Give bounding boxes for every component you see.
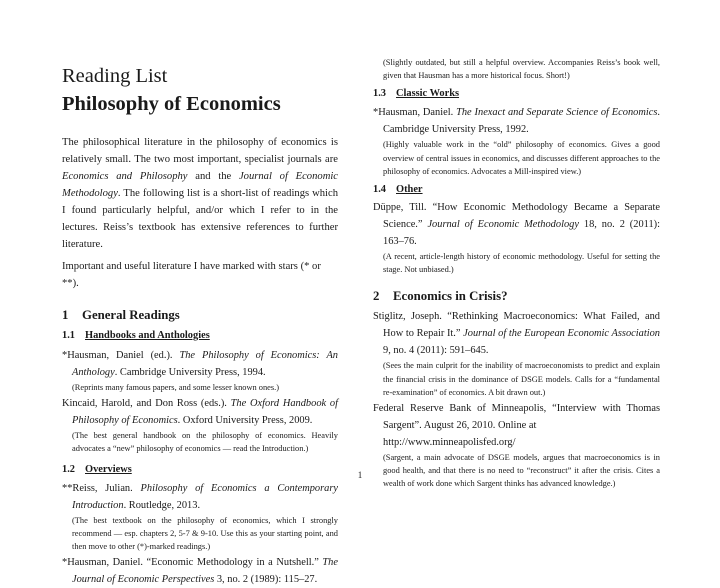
document-title: Reading List bbox=[62, 65, 168, 87]
bib-entry: *Hausman, Daniel (ed.). The Philosophy of Economics: An Anthology. Cambridge University Press, 1994. bbox=[62, 350, 339, 378]
journal-name: Economics and Philosophy bbox=[62, 171, 188, 182]
subsection-heading: 1.1 Handbooks and Anthologies bbox=[62, 330, 210, 341]
document-subtitle: Philosophy of Economics bbox=[62, 93, 281, 115]
page-number: 1 bbox=[357, 470, 363, 480]
bib-entry: **Reiss, Julian. Philosophy of Economics a Contemporary Introduction. Routledge, 2013. bbox=[62, 482, 339, 511]
bib-entry: Düppe, Till. “How Economic Methodology Became a Separate Science.” Journal of Economic Methodology 18, no. 2 (2011): 163–76. bbox=[373, 202, 660, 248]
bib-entry: Kincaid, Harold, and Don Ross (eds.). The Oxford Handbook of Philosophy of Economics. Oxford University Press, 2009. bbox=[62, 398, 338, 427]
entry-note: (The best general handbook on the philosophy of economics. Heavily advocates a “new” philosophy of economics — read the Introduction.) bbox=[72, 431, 338, 454]
subsection-heading: 1.3 Classic Works bbox=[373, 88, 460, 100]
section-heading: 2 Economics in Crisis? bbox=[373, 289, 508, 304]
stars-note: Important and useful literature I have marked with stars (* or **). bbox=[62, 261, 321, 289]
bib-entry: Stiglitz, Joseph. “Rethinking Macroeconomics: What Failed, and How to Repair It.” Journal of the European Economic Association 9, no. 4 (2011): 591–645. bbox=[373, 311, 660, 357]
entry-note: (Reprints many famous papers, and some lesser known ones.) bbox=[72, 383, 280, 392]
subsection-heading: 1.4 Other bbox=[373, 184, 423, 196]
entry-note: (Highly valuable work in the “old” philosophy of economics. Gives a good overview of central issues in economics, and discusses different approaches to the philosophy of economics. Advocates a Mill-inspired view.) bbox=[383, 140, 660, 176]
journal-name: Journal of Economic Methodology bbox=[62, 171, 338, 199]
subsection-heading: 1.2 Overviews bbox=[62, 463, 132, 475]
bib-entry: *Hausman, Daniel. The Inexact and Separate Science of Economics. Cambridge University Press, 1992. bbox=[373, 107, 660, 136]
entry-note: (A recent, article-length history of economic methodology. Useful for setting the stage. Not unbiased.) bbox=[383, 252, 660, 275]
bib-entry: *Hausman, Daniel. “Economic Methodology in a Nutshell.” The Journal of Economic Perspectives 3, no. 2 (1989): 115–27. bbox=[62, 557, 338, 586]
intro-paragraph: The philosophical literature in the philosophy of economics is relatively small. The two most important, specialist journals are Economics and Philosophy and the Journal of Economic Methodology. The following list is a short-list of readings which I found particularly helpful, and/or which I refer to in the lectures. Reiss’s textbook has extensive references to further literature. bbox=[62, 137, 338, 250]
section-heading: 1 General Readings bbox=[62, 308, 180, 322]
bib-entry: Federal Reserve Bank of Minneapolis, “Interview with Thomas Sargent”. August 26, 2010. Online at bbox=[373, 403, 660, 432]
entry-note: (Sargent, a main advocate of DSGE models, argues that macroeconomics is in good health, and that there is no need to “reconstruct” it after the crisis. Cites a wealth of work done which Sargent thinks has advanced knowledge.) bbox=[383, 453, 660, 489]
left-column bbox=[62, 63, 338, 588]
entry-note: (Slightly outdated, but still a helpful overview. Accompanies Reiss’s book well, given that Hausman has a more historical focus. Short!) bbox=[383, 58, 660, 81]
entry-note: (The best textbook on the philosophy of economics, which I strongly recommend — esp. chapters 2, 5-7 & 9-10. Use this as your starting point, and then move to other (*)-marked readings.) bbox=[72, 515, 338, 552]
right-column bbox=[373, 56, 660, 491]
entry-note: (Sees the main culprit for the inability of macroeconomists to predict and explain the financial crisis in the dominance of DSGE models. Calls for a “fundamental re-examination” of economics. A bit drawn out.) bbox=[383, 361, 660, 397]
url-link[interactable]: http://www.minneapolisfed.org/ bbox=[383, 437, 516, 449]
